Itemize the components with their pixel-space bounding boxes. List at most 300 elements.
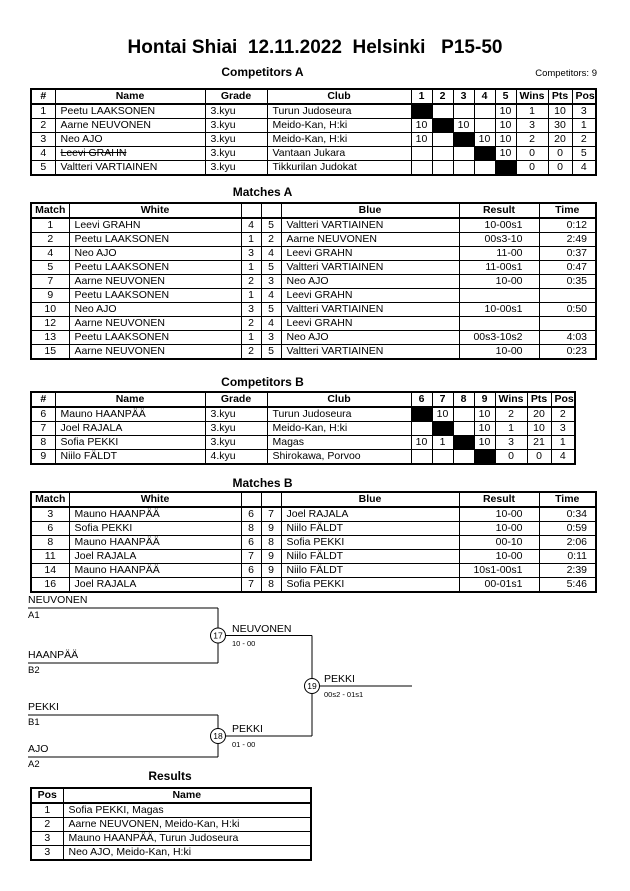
competitor-club: Turun Judoseura [267, 104, 411, 119]
match-time: 0:23 [539, 345, 596, 360]
white-number: 4 [241, 218, 261, 233]
score-cell [453, 422, 474, 436]
blue-number: 9 [261, 550, 281, 564]
competitor-number: 4 [31, 147, 55, 161]
competitor-row [31, 407, 575, 422]
bracket-slot-seed: B2 [28, 665, 40, 676]
wins-value: 0 [495, 450, 527, 465]
competitor-number: 6 [31, 407, 55, 422]
column-header: 4 [474, 89, 495, 104]
match-result: 11-00 [459, 247, 539, 261]
match-number: 9 [31, 289, 69, 303]
semifinal-2-match-number: 18 [213, 731, 223, 741]
competitor-row [31, 104, 596, 119]
blue-number: 4 [261, 247, 281, 261]
match-number: 6 [31, 522, 69, 536]
column-header: Name [55, 392, 205, 407]
position-value: 4 [572, 161, 596, 176]
wins-value: 2 [495, 407, 527, 422]
blue-number: 5 [261, 303, 281, 317]
bracket-slot-seed: A2 [28, 759, 40, 770]
match-number: 11 [31, 550, 69, 564]
section-title-matches-a: Matches A [232, 185, 293, 199]
column-header: 5 [495, 89, 516, 104]
match-time: 0:34 [539, 507, 596, 522]
match-time: 5:46 [539, 578, 596, 593]
score-cell: 10 [495, 133, 516, 147]
column-header: Club [267, 89, 411, 104]
match-time: 0:59 [539, 522, 596, 536]
column-header: White [69, 203, 241, 218]
white-number: 8 [241, 522, 261, 536]
match-time: 2:06 [539, 536, 596, 550]
competitor-grade: 3.kyu [205, 147, 267, 161]
column-header: Club [267, 392, 411, 407]
score-cell [411, 147, 432, 161]
match-result: 10-00 [459, 522, 539, 536]
competitor-name: Valtteri VARTIAINEN [55, 161, 205, 176]
blue-number: 5 [261, 345, 281, 360]
points-value: 10 [527, 422, 551, 436]
match-row [31, 507, 596, 522]
match-row [31, 331, 596, 345]
white-number: 6 [241, 536, 261, 550]
match-row [31, 303, 596, 317]
competitor-club: Vantaan Jukara [267, 147, 411, 161]
white-number: 7 [241, 550, 261, 564]
competitor-row [31, 436, 575, 450]
column-header: Name [63, 788, 311, 803]
white-number: 6 [241, 564, 261, 578]
competitors-b-table [30, 391, 576, 465]
match-row [31, 564, 596, 578]
self-cell [495, 161, 516, 176]
match-number: 13 [31, 331, 69, 345]
match-row [31, 536, 596, 550]
score-cell: 10 [411, 133, 432, 147]
points-value: 20 [527, 407, 551, 422]
results-table [30, 787, 312, 861]
match-time [539, 317, 596, 331]
score-cell [474, 104, 495, 119]
match-number: 12 [31, 317, 69, 331]
blue-name: Niilo FÄLDT [281, 522, 459, 536]
competitor-row [31, 119, 596, 133]
score-cell: 10 [495, 104, 516, 119]
column-header: Time [539, 492, 596, 507]
column-header: Wins [495, 392, 527, 407]
white-name: Peetu LAAKSONEN [69, 289, 241, 303]
column-header: Match [31, 492, 69, 507]
points-value: 10 [548, 104, 572, 119]
competitor-grade: 3.kyu [205, 119, 267, 133]
blue-name: Neo AJO [281, 275, 459, 289]
wins-value: 3 [495, 436, 527, 450]
result-position: 3 [31, 846, 63, 861]
score-cell [453, 407, 474, 422]
final-match-number: 19 [307, 681, 317, 691]
header-row [31, 788, 311, 803]
competitor-number: 7 [31, 422, 55, 436]
competitor-number: 2 [31, 119, 55, 133]
blue-name: Valtteri VARTIAINEN [281, 261, 459, 275]
white-name: Peetu LAAKSONEN [69, 331, 241, 345]
match-number: 15 [31, 345, 69, 360]
column-header: Pos [572, 89, 596, 104]
wins-value: 0 [516, 147, 548, 161]
white-name: Leevi GRAHN [69, 218, 241, 233]
semifinal-1-match-number: 17 [213, 630, 223, 641]
competitor-number: 3 [31, 133, 55, 147]
score-cell: 10 [474, 407, 495, 422]
white-name: Aarne NEUVONEN [69, 345, 241, 360]
result-row [31, 803, 311, 818]
section-title-matches-b: Matches B [232, 476, 293, 490]
column-header: 6 [411, 392, 432, 407]
self-cell [474, 450, 495, 465]
competitor-name: Niilo FÄLDT [55, 450, 205, 465]
self-cell [453, 436, 474, 450]
wins-value: 1 [495, 422, 527, 436]
score-cell [432, 104, 453, 119]
section-title-competitors-b: Competitors B [221, 375, 304, 389]
column-header: Result [459, 492, 539, 507]
match-number: 5 [31, 261, 69, 275]
score-cell [432, 133, 453, 147]
score-cell [432, 161, 453, 176]
column-header: 7 [432, 392, 453, 407]
match-row [31, 233, 596, 247]
match-row [31, 317, 596, 331]
match-row [31, 345, 596, 360]
match-result: 10-00 [459, 345, 539, 360]
competitor-club: Meido-Kan, H:ki [267, 119, 411, 133]
match-number: 7 [31, 275, 69, 289]
position-value: 4 [551, 450, 575, 465]
competitor-name: Leevi GRAHN [55, 147, 205, 161]
blue-name: Valtteri VARTIAINEN [281, 218, 459, 233]
competitor-number: 5 [31, 161, 55, 176]
match-result: 11-00s1 [459, 261, 539, 275]
column-header: 2 [432, 89, 453, 104]
column-header: Match [31, 203, 69, 218]
blue-number: 9 [261, 564, 281, 578]
section-title-competitors-a: Competitors A [221, 65, 304, 79]
blue-number: 8 [261, 578, 281, 593]
match-time: 2:49 [539, 233, 596, 247]
section-title-results: Results [148, 769, 192, 783]
match-result: 10-00s1 [459, 218, 539, 233]
column-header: Wins [516, 89, 548, 104]
column-header: Name [55, 89, 205, 104]
bracket-slot-name: NEUVONEN [28, 594, 88, 606]
match-number: 16 [31, 578, 69, 593]
blue-name: Sofia PEKKI [281, 578, 459, 593]
match-result: 10-00 [459, 550, 539, 564]
competitor-grade: 3.kyu [205, 407, 267, 422]
bracket-slot-seed: B1 [28, 717, 40, 728]
score-cell: 10 [411, 436, 432, 450]
white-name: Neo AJO [69, 303, 241, 317]
column-header [261, 492, 281, 507]
blue-number: 5 [261, 261, 281, 275]
column-header: 3 [453, 89, 474, 104]
self-cell [411, 407, 432, 422]
score-cell: 10 [474, 133, 495, 147]
blue-name: Niilo FÄLDT [281, 564, 459, 578]
result-row [31, 846, 311, 861]
match-row [31, 522, 596, 536]
match-time: 0:35 [539, 275, 596, 289]
column-header: Grade [205, 89, 267, 104]
position-value: 1 [551, 436, 575, 450]
match-result [459, 317, 539, 331]
match-row [31, 247, 596, 261]
column-header: Blue [281, 203, 459, 218]
blue-name: Niilo FÄLDT [281, 550, 459, 564]
white-name: Neo AJO [69, 247, 241, 261]
blue-number: 3 [261, 331, 281, 345]
semifinal-2-winner: PEKKI [232, 723, 263, 735]
semifinal-1-result: 10 - 00 [232, 639, 256, 648]
match-time: 0:50 [539, 303, 596, 317]
match-row [31, 218, 596, 233]
white-number: 1 [241, 261, 261, 275]
column-header [241, 203, 261, 218]
score-cell [453, 161, 474, 176]
white-number: 6 [241, 507, 261, 522]
white-name: Mauno HAANPÄÄ [69, 536, 241, 550]
page-title: Hontai Shiai 12.11.2022 Helsinki P15-50 [127, 37, 503, 58]
wins-value: 2 [516, 133, 548, 147]
match-result: 00s3-10s2 [459, 331, 539, 345]
competitor-grade: 3.kyu [205, 104, 267, 119]
score-cell: 10 [432, 407, 453, 422]
blue-name: Aarne NEUVONEN [281, 233, 459, 247]
score-cell [453, 147, 474, 161]
competitor-club: Tikkurilan Judokat [267, 161, 411, 176]
semifinal-2-result: 01 - 00 [232, 740, 256, 749]
points-value: 21 [527, 436, 551, 450]
match-time: 0:47 [539, 261, 596, 275]
white-number: 2 [241, 317, 261, 331]
position-value: 3 [551, 422, 575, 436]
blue-name: Joel RAJALA [281, 507, 459, 522]
column-header: White [69, 492, 241, 507]
result-name: Mauno HAANPÄÄ, Turun Judoseura [63, 832, 311, 846]
blue-name: Leevi GRAHN [281, 289, 459, 303]
blue-number: 4 [261, 289, 281, 303]
header-row [31, 392, 575, 407]
blue-number: 3 [261, 275, 281, 289]
points-value: 0 [548, 147, 572, 161]
white-name: Mauno HAANPÄÄ [69, 564, 241, 578]
white-number: 3 [241, 303, 261, 317]
competitor-name: Aarne NEUVONEN [55, 119, 205, 133]
wins-value: 3 [516, 119, 548, 133]
competitor-grade: 3.kyu [205, 436, 267, 450]
header-row [31, 203, 596, 218]
match-result: 10s1-00s1 [459, 564, 539, 578]
elimination-bracket [20, 590, 460, 775]
match-row [31, 550, 596, 564]
white-number: 7 [241, 578, 261, 593]
score-cell: 10 [495, 147, 516, 161]
match-number: 8 [31, 536, 69, 550]
bracket-slot-name: HAANPÄÄ [28, 649, 79, 661]
competitor-number: 8 [31, 436, 55, 450]
blue-name: Leevi GRAHN [281, 317, 459, 331]
competitor-grade: 4.kyu [205, 450, 267, 465]
blue-number: 9 [261, 522, 281, 536]
blue-name: Leevi GRAHN [281, 247, 459, 261]
score-cell [453, 450, 474, 465]
competitor-name: Neo AJO [55, 133, 205, 147]
white-name: Aarne NEUVONEN [69, 317, 241, 331]
score-cell: 10 [495, 119, 516, 133]
column-header: 1 [411, 89, 432, 104]
match-time [539, 289, 596, 303]
competitors-a-table [30, 88, 597, 176]
match-time: 0:37 [539, 247, 596, 261]
score-cell [411, 161, 432, 176]
points-value: 20 [548, 133, 572, 147]
final-result: 00s2 - 01s1 [324, 690, 364, 699]
white-name: Peetu LAAKSONEN [69, 233, 241, 247]
competitor-club: Meido-Kan, H:ki [267, 133, 411, 147]
competitor-name: Mauno HAANPÄÄ [55, 407, 205, 422]
competitor-grade: 3.kyu [205, 161, 267, 176]
column-header: Pos [551, 392, 575, 407]
white-number: 3 [241, 247, 261, 261]
matches-a-table [30, 202, 597, 360]
result-name: Aarne NEUVONEN, Meido-Kan, H:ki [63, 818, 311, 832]
self-cell [453, 133, 474, 147]
match-result: 00s3-10 [459, 233, 539, 247]
competitor-club: Turun Judoseura [267, 407, 411, 422]
blue-number: 7 [261, 507, 281, 522]
white-name: Sofia PEKKI [69, 522, 241, 536]
score-cell: 10 [411, 119, 432, 133]
wins-value: 0 [516, 161, 548, 176]
header-row [31, 492, 596, 507]
self-cell [432, 119, 453, 133]
final-winner: PEKKI [324, 673, 355, 685]
blue-name: Sofia PEKKI [281, 536, 459, 550]
blue-number: 8 [261, 536, 281, 550]
column-header: 9 [474, 392, 495, 407]
match-result: 00-01s1 [459, 578, 539, 593]
score-cell [411, 450, 432, 465]
match-time: 0:11 [539, 550, 596, 564]
competitor-row [31, 450, 575, 465]
result-row [31, 818, 311, 832]
competitor-row [31, 147, 596, 161]
blue-name: Valtteri VARTIAINEN [281, 303, 459, 317]
column-header [241, 492, 261, 507]
competitor-number: 9 [31, 450, 55, 465]
score-cell [411, 422, 432, 436]
bracket-slot-name: AJO [28, 743, 49, 755]
match-result [459, 289, 539, 303]
competitor-club: Shirokawa, Porvoo [267, 450, 411, 465]
match-row [31, 261, 596, 275]
white-name: Peetu LAAKSONEN [69, 261, 241, 275]
match-number: 2 [31, 233, 69, 247]
competitor-row [31, 422, 575, 436]
column-header [261, 203, 281, 218]
result-row [31, 832, 311, 846]
blue-number: 4 [261, 317, 281, 331]
score-cell: 1 [432, 436, 453, 450]
blue-number: 2 [261, 233, 281, 247]
position-value: 1 [572, 119, 596, 133]
matches-b-table [30, 491, 597, 593]
score-cell [474, 119, 495, 133]
competitor-name: Peetu LAAKSONEN [55, 104, 205, 119]
competitor-club: Meido-Kan, H:ki [267, 422, 411, 436]
match-number: 14 [31, 564, 69, 578]
position-value: 2 [572, 133, 596, 147]
wins-value: 1 [516, 104, 548, 119]
bracket-slot-name: PEKKI [28, 701, 59, 713]
column-header: Grade [205, 392, 267, 407]
score-cell: 10 [474, 436, 495, 450]
white-number: 1 [241, 331, 261, 345]
competitor-grade: 3.kyu [205, 133, 267, 147]
result-name: Neo AJO, Meido-Kan, H:ki [63, 846, 311, 861]
match-time: 4:03 [539, 331, 596, 345]
blue-number: 5 [261, 218, 281, 233]
score-cell [453, 104, 474, 119]
white-name: Mauno HAANPÄÄ [69, 507, 241, 522]
match-number: 10 [31, 303, 69, 317]
self-cell [411, 104, 432, 119]
match-result: 10-00s1 [459, 303, 539, 317]
match-result: 10-00 [459, 507, 539, 522]
points-value: 0 [548, 161, 572, 176]
position-value: 3 [572, 104, 596, 119]
score-cell: 10 [474, 422, 495, 436]
match-row [31, 275, 596, 289]
score-cell [432, 450, 453, 465]
white-name: Joel RAJALA [69, 550, 241, 564]
match-time: 2:39 [539, 564, 596, 578]
column-header: Blue [281, 492, 459, 507]
competitor-row [31, 133, 596, 147]
competitor-number: 1 [31, 104, 55, 119]
column-header: Time [539, 203, 596, 218]
points-value: 0 [527, 450, 551, 465]
match-result: 10-00 [459, 275, 539, 289]
column-header: Result [459, 203, 539, 218]
competitor-grade: 3.kyu [205, 422, 267, 436]
column-header: Pts [548, 89, 572, 104]
column-header: # [31, 392, 55, 407]
header-row [31, 89, 596, 104]
blue-name: Valtteri VARTIAINEN [281, 345, 459, 360]
semifinal-1-winner: NEUVONEN [232, 623, 292, 635]
result-position: 2 [31, 818, 63, 832]
match-number: 1 [31, 218, 69, 233]
competitors-count: Competitors: 9 [535, 68, 597, 79]
score-cell: 10 [453, 119, 474, 133]
result-name: Sofia PEKKI, Magas [63, 803, 311, 818]
white-name: Joel RAJALA [69, 578, 241, 593]
self-cell [474, 147, 495, 161]
score-cell [432, 147, 453, 161]
position-value: 2 [551, 407, 575, 422]
